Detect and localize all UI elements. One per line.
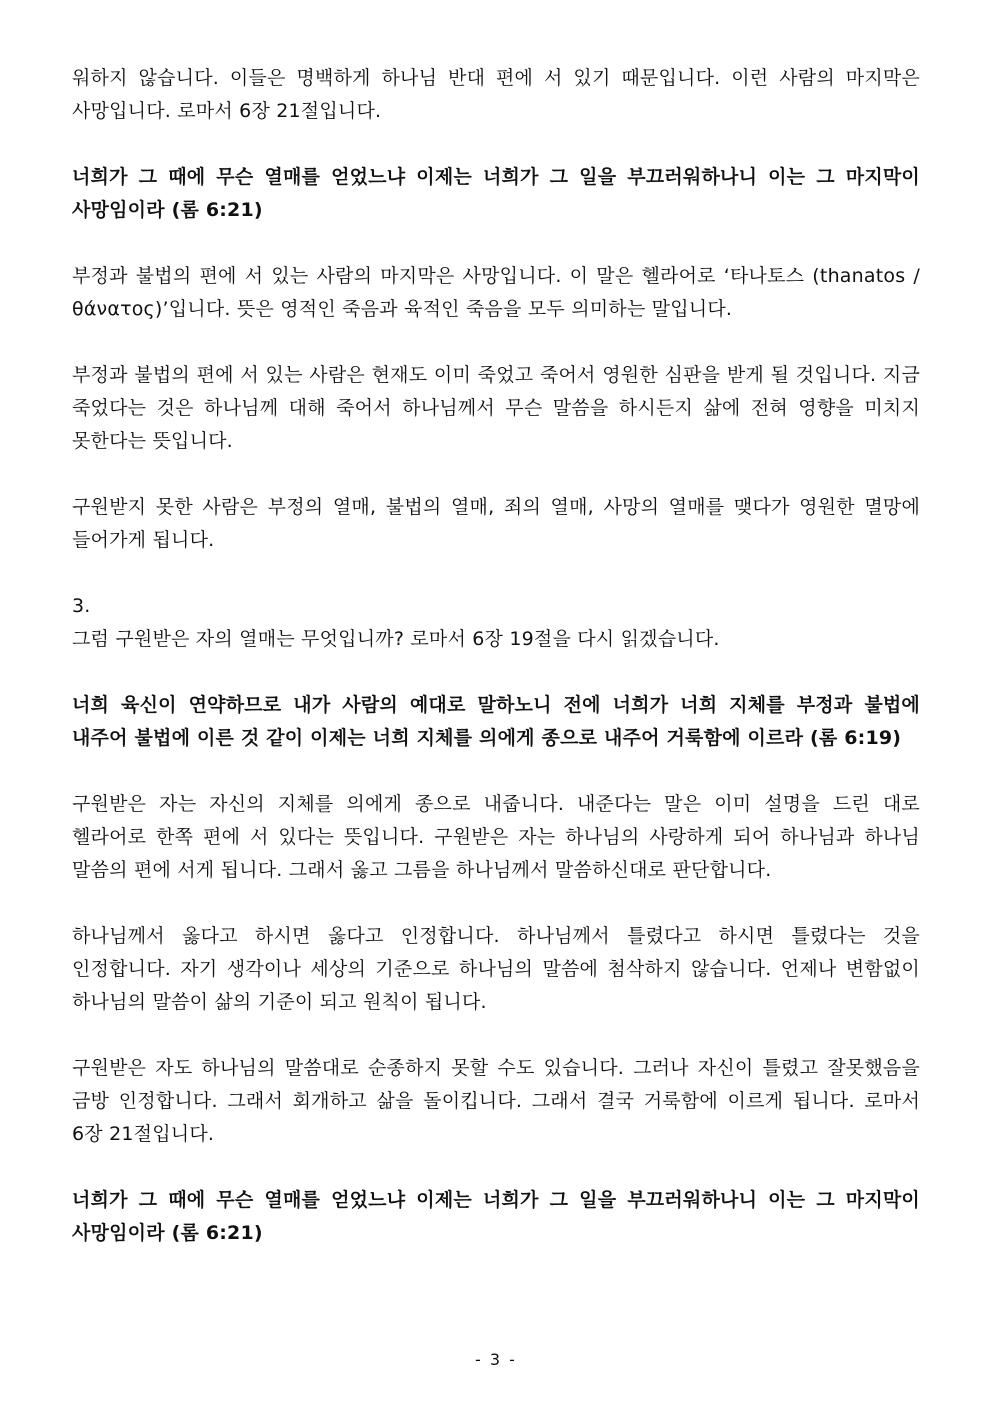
paragraph-gap [72,326,920,359]
scripture-quote-rom-6-21: 너희가 그 때에 무슨 열매를 얻었느냐 이제는 너희가 그 일을 부끄러워하나니 이는 그 마지막이 사망임이라 (롬 6:21) [72,166,920,221]
document-body [72,62,920,1250]
paragraph-acknowledge: 하나님께서 옳다고 하시면 옳다고 인정합니다. 하나님께서 틀렸다고 하시면 틀렸다는 것을 인정합니다. 자기 생각이나 세상의 기준으로 하나님의 말씀에 첨삭하지 않습니다. 언제나 변함없이 하나님의 말씀이 삶의 기준이 되고 원칙이 됩니다. [72,925,920,1013]
paragraph-judgment: 부정과 불법의 편에 서 있는 사람은 현재도 이미 죽었고 죽어서 영원한 심판을 받게 될 것입니다. 지금 죽었다는 것은 하나님께 대해 죽어서 하나님께서 무슨 말씀을 하시든지 삶에 전혀 영향을 미치지 못한다는 뜻입니다. [72,364,920,452]
scripture-quote-rom-6-21-repeat: 너희가 그 때에 무슨 열매를 얻었느냐 이제는 너희가 그 일을 부끄러워하나니 이는 그 마지막이 사망임이라 (롬 6:21) [72,1189,920,1244]
paragraph-gap [72,227,920,260]
paragraph-intro: 워하지 않습니다. 이들은 명백하게 하나님 반대 편에 서 있기 때문입니다. 이런 사람의 마지막은 사망입니다. 로마서 6장 21절입니다. [72,67,920,122]
section-question: 그럼 구원받은 자의 열매는 무엇입니까? 로마서 6장 19절을 다시 읽겠습니다. [72,628,720,650]
section-three [72,590,920,656]
paragraph-gap [72,887,920,920]
paragraph-gap [72,1019,920,1052]
section-number: 3. [72,595,91,617]
paragraph-unsaved-fruit: 구원받지 못한 사람은 부정의 열매, 불법의 열매, 죄의 열매, 사망의 열매를 맺다가 영원한 멸망에 들어가게 됩니다. [72,496,920,551]
paragraph-thanatos: 부정과 불법의 편에 서 있는 사람의 마지막은 사망입니다. 이 말은 헬라어로 ‘타나토스 (thanatos / θάνατος)’입니다. 뜻은 영적인 죽음과 육적인 죽음을 모두 의미하는 말입니다. [72,265,920,320]
paragraph-gap [72,458,920,491]
paragraph-gap [72,1151,920,1184]
page-number: - 3 - [475,1350,517,1369]
paragraph-repentance: 구원받은 자도 하나님의 말씀대로 순종하지 못할 수도 있습니다. 그러나 자신이 틀렸고 잘못했음을 금방 인정합니다. 그래서 회개하고 삶을 돌이킵니다. 그래서 결국 거룩함에 이르게 됩니다. 로마서 6장 21절입니다. [72,1057,920,1145]
scripture-quote-rom-6-19: 너희 육신이 연약하므로 내가 사람의 예대로 말하노니 전에 너희가 너희 지체를 부정과 불법에 내주어 불법에 이른 것 같이 이제는 너희 지체를 의에게 종으로 내주어 거룩함에 이르라 (롬 6:19) [72,694,920,749]
paragraph-gap [72,128,920,161]
paragraph-gap [72,557,920,590]
paragraph-saved-servant: 구원받은 자는 자신의 지체를 의에게 종으로 내줍니다. 내준다는 말은 이미 설명을 드린 대로 헬라어로 한쪽 편에 서 있다는 뜻입니다. 구원받은 자는 하나님의 사랑하게 되어 하나님과 하나님 말씀의 편에 서게 됩니다. 그래서 옳고 그름을 하나님께서 말씀하신대로 판단합니다. [72,793,920,881]
paragraph-gap [72,656,920,689]
paragraph-gap [72,755,920,788]
